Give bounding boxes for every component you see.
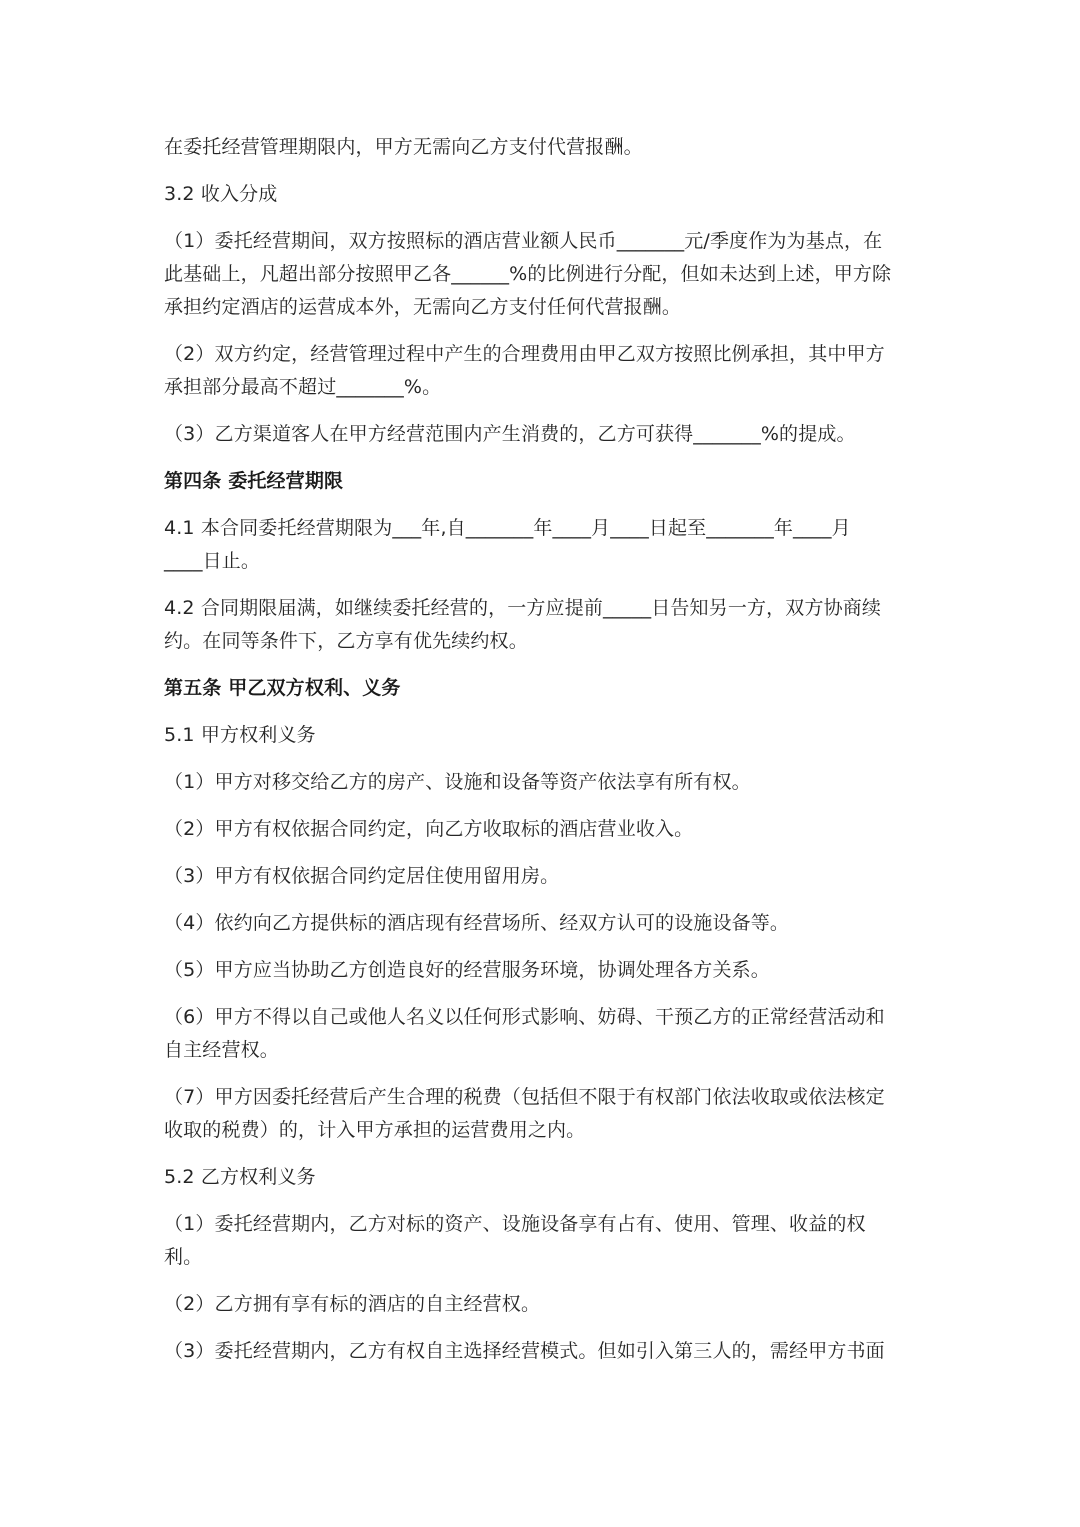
paragraph-3-2-2-line-1: （2）双方约定，经营管理过程中产生的合理费用由甲乙双方按照比例承担，其中甲方 <box>164 343 885 365</box>
paragraph-3-2-3: （3）乙方渠道客人在甲方经营范围内产生消费的，乙方可获得_______%的提成。 <box>164 423 856 445</box>
paragraph-4-2-line-2: 约。在同等条件下，乙方享有优先续约权。 <box>164 630 528 652</box>
paragraph-5-2-1-line-2: 利。 <box>164 1246 203 1268</box>
paragraph-5-1-7-line-1: （7）甲方因委托经营后产生合理的税费（包括但不限于有权部门依法收取或依法核定 <box>164 1086 885 1108</box>
article-4-heading: 第四条 委托经营期限 <box>164 470 344 492</box>
paragraph-5-2-2: （2）乙方拥有享有标的酒店的自主经营权。 <box>164 1293 541 1315</box>
paragraph-5-2-1-line-1: （1）委托经营期内，乙方对标的资产、设施设备享有占有、使用、管理、收益的权 <box>164 1213 866 1235</box>
paragraph-5-1-2: （2）甲方有权依据合同约定，向乙方收取标的酒店营业收入。 <box>164 818 694 840</box>
section-5-1-heading: 5.1 甲方权利义务 <box>164 724 316 746</box>
paragraph-4-1-line-1: 4.1 本合同委托经营期限为___年,自_______年____月____日起至_______年____月 <box>164 517 851 539</box>
paragraph-3-1-tail: 在委托经营管理期限内，甲方无需向乙方支付代营报酬。 <box>164 136 643 158</box>
article-5-heading: 第五条 甲乙双方权利、义务 <box>164 677 401 699</box>
section-3-2-heading: 3.2 收入分成 <box>164 183 278 205</box>
paragraph-5-1-1: （1）甲方对移交给乙方的房产、设施和设备等资产依法享有所有权。 <box>164 771 751 793</box>
paragraph-5-1-3: （3）甲方有权依据合同约定居住使用留用房。 <box>164 865 560 887</box>
paragraph-3-2-1-line-2: 此基础上，凡超出部分按照甲乙各______%的比例进行分配，但如未达到上述，甲方除 <box>164 263 892 285</box>
paragraph-3-2-2-line-2: 承担部分最高不超过_______%。 <box>164 376 442 398</box>
section-5-2-heading: 5.2 乙方权利义务 <box>164 1166 316 1188</box>
paragraph-4-2-line-1: 4.2 合同期限届满，如继续委托经营的，一方应提前_____日告知另一方，双方协商续 <box>164 597 882 619</box>
paragraph-3-2-1-line-1: （1）委托经营期间，双方按照标的酒店营业额人民币_______元/季度作为为基点，在 <box>164 230 883 252</box>
paragraph-5-2-3-line-1: （3）委托经营期内，乙方有权自主选择经营模式。但如引入第三人的，需经甲方书面 <box>164 1340 885 1362</box>
paragraph-5-1-7-line-2: 收取的税费）的，计入甲方承担的运营费用之内。 <box>164 1119 586 1141</box>
paragraph-3-2-1-line-3: 承担约定酒店的运营成本外，无需向乙方支付任何代营报酬。 <box>164 296 682 318</box>
paragraph-4-1-line-2: ____日止。 <box>164 550 261 572</box>
paragraph-5-1-5: （5）甲方应当协助乙方创造良好的经营服务环境，协调处理各方关系。 <box>164 959 770 981</box>
paragraph-5-1-6-line-1: （6）甲方不得以自己或他人名义以任何形式影响、妨碍、干预乙方的正常经营活动和 <box>164 1006 885 1028</box>
paragraph-5-1-6-line-2: 自主经营权。 <box>164 1039 279 1061</box>
paragraph-5-1-4: （4）依约向乙方提供标的酒店现有经营场所、经双方认可的设施设备等。 <box>164 912 790 934</box>
